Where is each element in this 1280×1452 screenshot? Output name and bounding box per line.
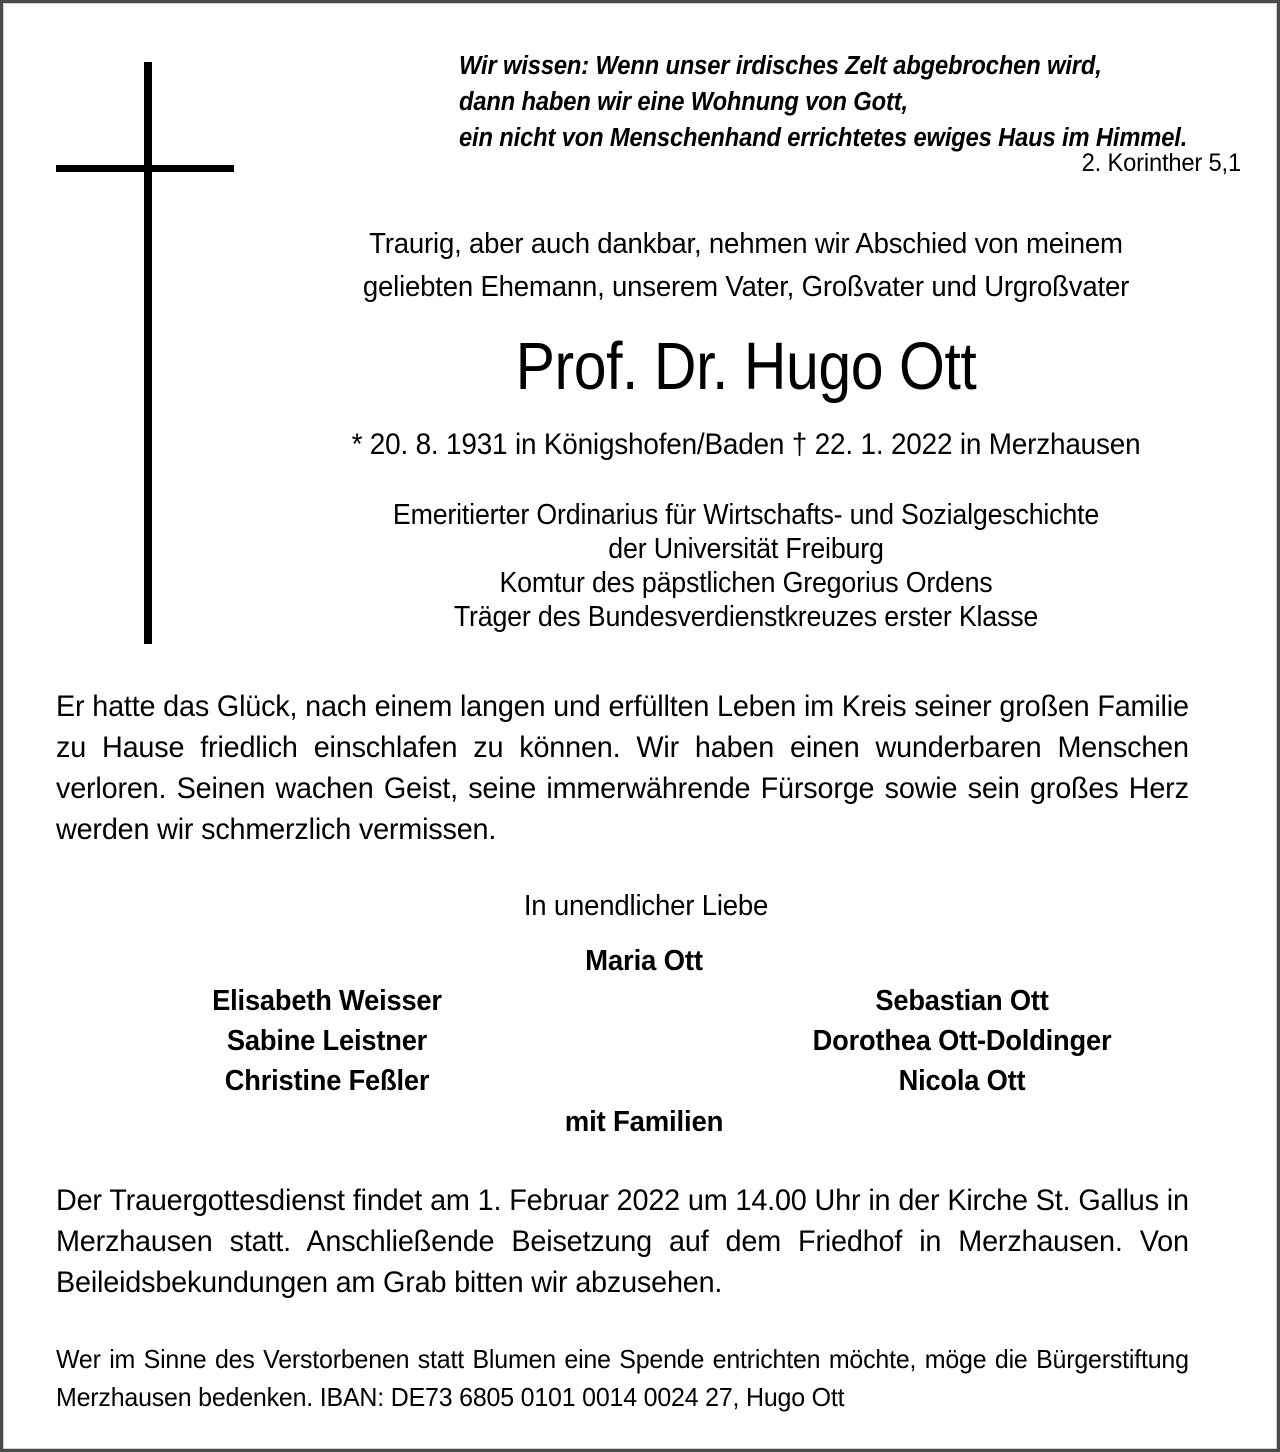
honours-list [278,498,1214,634]
intro-line-2: geliebten Ehemann, unserem Vater, Großvater und Urgroßvater [362,271,1130,303]
verse-line-3: ein nicht von Menschenhand errichtetes ewiges Haus im Himmel. [459,124,1188,152]
cross-vertical-bar [144,62,152,644]
honours-line-3: Komtur des päpstlichen Gregorius Ordens [499,567,993,599]
honours-line-4: Träger des Bundesverdienstkreuzes erster Klasse [453,601,1039,633]
obituary-inner-frame [3,3,1277,1449]
intro-text [273,223,1219,309]
eulogy-paragraph: Er hatte das Glück, nach einem langen und erfüllten Leben im Kreis seiner großen Familie zu Hause friedlich einschlafen zu können. Wir haben einen wunderbaren Menschen verloren. Seinen wachen Geist, seine immerwährende Fürsorge sowie sein großes Herz werden wir schmerzlich vermissen. [56,690,1189,846]
mourner-name: Elisabeth Weisser [212,985,442,1017]
verse-line-2: dann haben wir eine Wohnung von Gott, [459,88,908,116]
mourner-name: Sebastian Ott [875,985,1049,1017]
verse-reference: 2. Korinther 5,1 [1081,149,1241,177]
mourner-name: Dorothea Ott-Doldinger [812,1025,1112,1057]
mourner-name: Christine Feßler [224,1065,430,1097]
service-details: Der Trauergottesdienst findet am 1. Februar 2022 um 14.00 Uhr in der Kirche St. Gallus in Merzhausen statt. Anschließende Beisetzung auf dem Friedhof in Merzhausen. Von Beileidsbekundungen am Grab bitten wir abzusehen. [56,1184,1189,1299]
mourners-right-column [774,981,1150,1101]
honours-line-2: der Universität Freiburg [608,533,884,565]
bible-verse [459,48,1194,156]
with-families-line: mit Familien [564,1106,724,1138]
verse-line-1: Wir wissen: Wenn unser irdisches Zelt abgebrochen wird, [459,52,1102,80]
mourner-name: Nicola Ott [898,1065,1026,1097]
deceased-dates: * 20. 8. 1931 in Königshofen/Baden † 22. 1. 2022 in Merzhausen [351,428,1141,461]
deceased-name: Prof. Dr. Hugo Ott [515,329,977,404]
cross-horizontal-bar [56,165,234,172]
intro-line-1: Traurig, aber auch dankbar, nehmen wir Abschied von meinem [369,228,1123,260]
christian-cross-icon [56,62,238,644]
honours-line-1: Emeritierter Ordinarius für Wirtschafts- und Sozialgeschichte [392,499,1100,531]
mourners-left-column [139,981,515,1101]
widow-name: Maria Ott [585,945,703,977]
donation-note: Wer im Sinne des Verstorbenen statt Blumen eine Spende entrichten möchte, möge die Bürgerstiftung Merzhausen bedenken. IBAN: DE73 6805 0101 0014 0024 27, Hugo Ott [56,1344,1189,1412]
in-loving-memory-line: In unendlicher Liebe [523,890,769,922]
mourner-name: Sabine Leistner [226,1025,428,1057]
